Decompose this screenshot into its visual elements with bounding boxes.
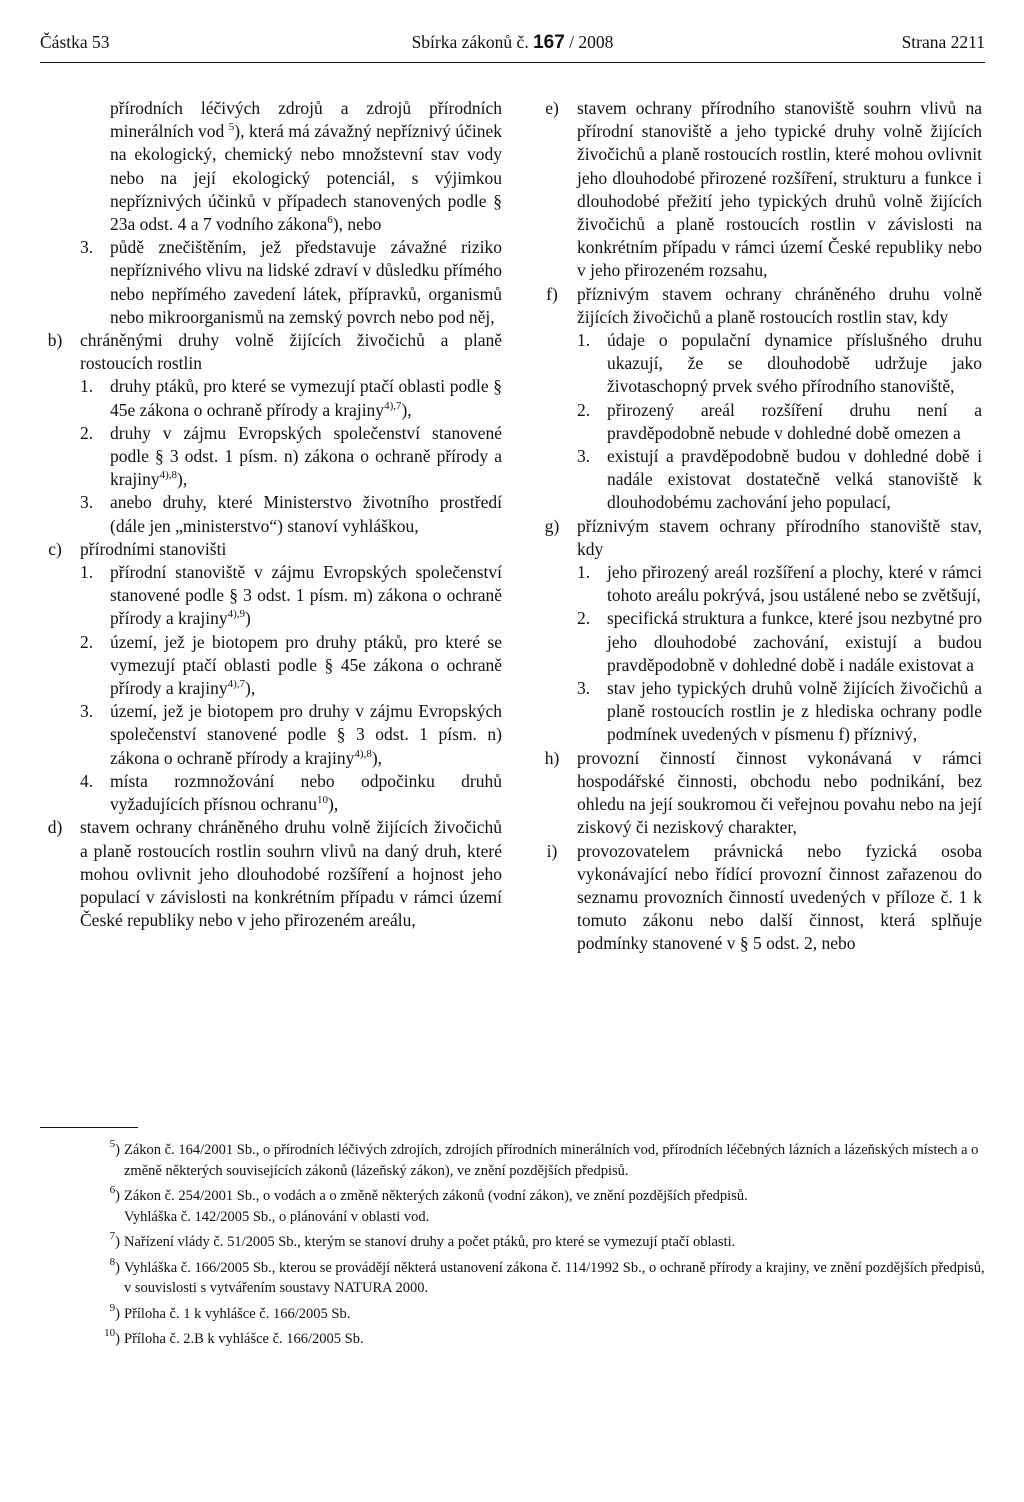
header-collection-prefix: Sbírka zákonů č. — [411, 32, 529, 52]
item-text: druhy ptáků, pro které se vymezují ptačí oblasti podle § 45e zákona o ochraně přírody a krajiny — [110, 376, 502, 420]
footnote — [82, 1301, 987, 1325]
item-number: 2. — [577, 608, 591, 629]
item-text: provozní činností činnost vykonávaná v rámci hospodářské činnosti, obchodu nebo podnikání, bez ohledu na její soukromou či veřejnou povahu nebo na její ziskový či neziskový charakter, — [577, 747, 982, 838]
footnote-ref: 6 — [327, 214, 333, 227]
footnotes — [82, 1140, 987, 1355]
item-number: 1. — [80, 562, 94, 583]
item-f2 — [577, 399, 982, 445]
footnote-number: $^5$) — [109, 1138, 120, 1158]
item-letter: g) — [544, 515, 560, 536]
paragraph-a2-continuation — [30, 97, 502, 236]
item-text: stav jeho typických druhů volně žijících živočichů a planě rostoucích rostlin je z hlediska ochrany podle podmínek uvedených v písmenu f) příznivý, — [607, 678, 982, 745]
item-text: místa rozmnožování nebo odpočinku druhů vyžadujících přísnou ochranu — [110, 770, 502, 815]
item-d — [30, 816, 502, 932]
item-i — [527, 840, 982, 956]
item-text-end: ), — [401, 399, 412, 420]
footnote-ref: 4),7 — [384, 399, 402, 412]
item-c4 — [80, 770, 502, 816]
item-text: existují a pravděpodobně budou v dohledné době i nadále existovat dostatečně velká stanoviště k dlouhodobému zachování jeho populací, — [607, 446, 982, 513]
item-letter: b) — [47, 330, 63, 351]
footnote-ref: 4),9 — [227, 608, 246, 621]
footnote-ref: 4),7 — [227, 678, 246, 691]
item-text: půdě znečištěním, jež představuje závažné riziko nepříznivého vlivu na lidské zdraví v důsledku přímého nebo nepřímého zavedení látek, přípravků, organismů nebo mikroorganismů na zemský povrch nebo pod něj, — [110, 237, 502, 327]
footnote — [82, 1329, 987, 1350]
item-text: přirozený areál rozšíření druhu není a pravděpodobně nebude v dohledné době omezen a — [607, 399, 982, 443]
a2-text: přírodních léčivých zdrojů a zdrojů přírodních minerálních vod — [110, 98, 502, 142]
item-letter: i) — [546, 840, 558, 861]
footnote-divider — [40, 1127, 138, 1128]
item-number: 3. — [577, 678, 591, 699]
footnote-number: $^8$) — [109, 1255, 120, 1276]
footnote-ref: 4),8 — [354, 747, 372, 760]
item-text-end: ), — [328, 794, 339, 815]
item-number: 4. — [80, 770, 94, 791]
item-text-end: ), — [245, 678, 256, 699]
item-letter: c) — [48, 538, 62, 559]
item-letter: e) — [545, 98, 559, 118]
item-c1 — [80, 561, 502, 631]
header-page-number: Strana 2211 — [901, 32, 985, 52]
item-text: území, jež je biotopem pro druhy ptáků, pro které se vymezují ptačí oblasti podle § 45e zákona o ochraně přírody a krajiny — [110, 631, 502, 699]
item-letter: h) — [544, 747, 560, 768]
a2-text-mid: ), která má závažný nepříznivý účinek na ekologický, chemický nebo množstevní stav vody nebo na její ekologický potenciál, s výjimkou nepříznivých účinků v případech stanovených podle § 23a odst. 4 a 7 vodního zákona — [110, 121, 503, 235]
item-e — [527, 97, 982, 283]
a2-text-end: ), nebo — [332, 214, 382, 235]
footnote-number-value: 7 — [109, 1230, 116, 1242]
page-header — [40, 32, 985, 63]
item-text: přírodní stanoviště v zájmu Evropských společenství stanovené podle § 3 odst. 1 písm. m) zákona o ochraně přírody a krajiny — [110, 562, 502, 629]
footnote-number-value: 10 — [104, 1327, 116, 1339]
item-number: 3. — [80, 492, 94, 513]
footnote-text: Příloha č. 1 k vyhlášce č. 166/2005 Sb. — [124, 1305, 351, 1322]
footnote-text: Zákon č. 254/2001 Sb., o vodách a o změně některých zákonů (vodní zákon), ve znění pozdějších předpisů. — [124, 1188, 748, 1204]
footnote — [82, 1232, 987, 1253]
item-c3 — [80, 700, 502, 770]
item-text: anebo druhy, které Ministerstvo životního prostředí (dále jen „ministerstvo“) stanoví vyhláškou, — [110, 492, 502, 536]
item-text: území, jež je biotopem pro druhy v zájmu Evropských společenství stanovené podle § 3 odst. 1 písm. n) zákona o ochraně přírody a krajiny — [110, 701, 502, 768]
item-text-end: ), — [177, 469, 188, 490]
left-column — [30, 97, 502, 932]
item-b1 — [80, 375, 502, 421]
footnote-number-value: 9 — [109, 1301, 116, 1314]
footnote-number-value: 6 — [109, 1184, 116, 1196]
item-g — [527, 515, 982, 561]
footnote-ref: 10 — [317, 794, 329, 807]
item-number: 1. — [80, 376, 94, 397]
footnote-ref: 5 — [228, 121, 235, 134]
right-column — [527, 97, 982, 956]
item-number: 2. — [80, 631, 94, 652]
item-f3 — [577, 445, 982, 515]
footnote — [82, 1140, 987, 1181]
item-b3 — [80, 491, 502, 537]
item-b2 — [80, 422, 502, 492]
footnote-number: $^{10}$) — [104, 1327, 120, 1347]
footnote-text: Zákon č. 164/2001 Sb., o přírodních léčivých zdrojích, zdrojích přírodních minerálních vod, přírodních léčebných lázních a lázeňských místech a o změně některých souvisejících zákonů (lázeňský zákon), ve znění pozdějších předpisů. — [124, 1142, 979, 1179]
footnote-text: Vyhláška č. 166/2005 Sb., kterou se provádějí některá ustanovení zákona č. 114/1992 Sb., o ochraně přírody a krajiny, ve znění pozdějších předpisů, v souvislosti s vytvářením soustavy NATURA 2000. — [124, 1259, 985, 1296]
item-g3 — [577, 677, 982, 747]
header-part-label: Částka 53 — [40, 32, 110, 52]
footnote-number: $^7$) — [109, 1230, 120, 1250]
item-letter: d) — [47, 817, 63, 838]
footnote-number-value: 5 — [109, 1138, 116, 1150]
item-number: 3. — [80, 237, 94, 258]
footnote — [82, 1186, 987, 1227]
item-text: chráněnými druhy volně žijících živočichů a planě rostoucích rostlin — [80, 330, 502, 374]
item-text: jeho přirozený areál rozšíření a plochy, které v rámci tohoto areálu pokrývá, jsou ustálené nebo se zvětšují, — [607, 562, 982, 606]
item-text: stavem ochrany chráněného druhu volně žijících živočichů a planě rostoucích rostlin souhrn vlivů na daný druh, které mohou ovlivnit jeho dlouhodobé rozšíření a hojnost jeho populací v závislosti na konkrétním případu v rámci území České republiky nebo v jeho přirozeném areálu, — [80, 817, 502, 931]
header-year: / 2008 — [569, 32, 614, 52]
item-letter: f) — [546, 283, 558, 304]
footnote-text: Příloha č. 2.B k vyhlášce č. 166/2005 Sb. — [124, 1331, 364, 1347]
item-b — [30, 329, 502, 375]
item-text: specifická struktura a funkce, které jsou nezbytné pro jeho dlouhodobé zachování, existují a budou pravděpodobně v dohledné době i nadále existovat a — [607, 608, 982, 675]
footnote-text: Vyhláška č. 142/2005 Sb., o plánování v oblasti vod. — [124, 1208, 430, 1225]
item-a3 — [80, 236, 502, 329]
footnote-text: Nařízení vlády č. 51/2005 Sb., kterým se stanoví druhy a počet ptáků, pro které se vymezují ptačí oblasti. — [124, 1234, 736, 1250]
item-text: stavem ochrany přírodního stanoviště souhrn vlivů na přírodní stanoviště a jeho typické druhy volně žijících živočichů a planě rostoucích rostlin, které mohou ovlivnit jeho dlouhodobé přirozené rozšíření, strukturu a funkce i dlouhodobé přežití jeho typických druhů volně žijících živočichů a planě rostoucích rostlin v závislosti na konkrétním případu v rámci území České republiky nebo v jeho přirozeném rozsahu, — [577, 98, 982, 281]
item-f — [527, 283, 982, 329]
item-f1 — [577, 329, 982, 399]
item-g2 — [577, 607, 982, 677]
item-h — [527, 747, 982, 840]
header-law-number: 167 — [533, 32, 565, 53]
item-number: 1. — [577, 330, 591, 351]
item-text: druhy v zájmu Evropských společenství stanovené podle § 3 odst. 1 písm. n) zákona o ochraně přírody a krajiny — [110, 422, 502, 490]
item-text: provozovatelem právnická nebo fyzická osoba vykonávající nebo řídící provozní činnost zařazenou do seznamu provozních činností uvedených v příloze č. 1 k tomuto zákonu nebo další činnost, která splňuje podmínky stanovené v § 5 odst. 2, nebo — [577, 840, 982, 954]
item-number: 3. — [80, 701, 94, 722]
footnote-ref: 4),8 — [159, 469, 177, 482]
item-number: 2. — [577, 399, 591, 420]
item-text: příznivým stavem ochrany chráněného druhu volně žijících živočichů a planě rostoucích rostlin stav, kdy — [577, 283, 982, 327]
item-text: přírodními stanovišti — [80, 538, 227, 559]
item-number: 1. — [577, 562, 591, 583]
header-collection-title — [40, 32, 985, 54]
item-number: 3. — [577, 446, 591, 467]
item-c2 — [80, 631, 502, 701]
item-text: příznivým stavem ochrany přírodního stanoviště stav, kdy — [577, 515, 982, 559]
footnote-number: $^6$) — [109, 1184, 120, 1204]
footnote — [82, 1255, 987, 1299]
footnote-number: $^9$) — [109, 1301, 120, 1322]
item-text-end: ), — [371, 747, 383, 768]
footnote-number-value: 8 — [109, 1255, 116, 1268]
item-g1 — [577, 561, 982, 607]
item-text-end: ) — [245, 608, 251, 629]
item-number: 2. — [80, 422, 94, 443]
item-c — [30, 538, 502, 561]
item-text: údaje o populační dynamice příslušného druhu ukazují, že se dlouhodobě udržuje jako životaschopný prvek svého přírodního stanoviště, — [607, 330, 982, 397]
